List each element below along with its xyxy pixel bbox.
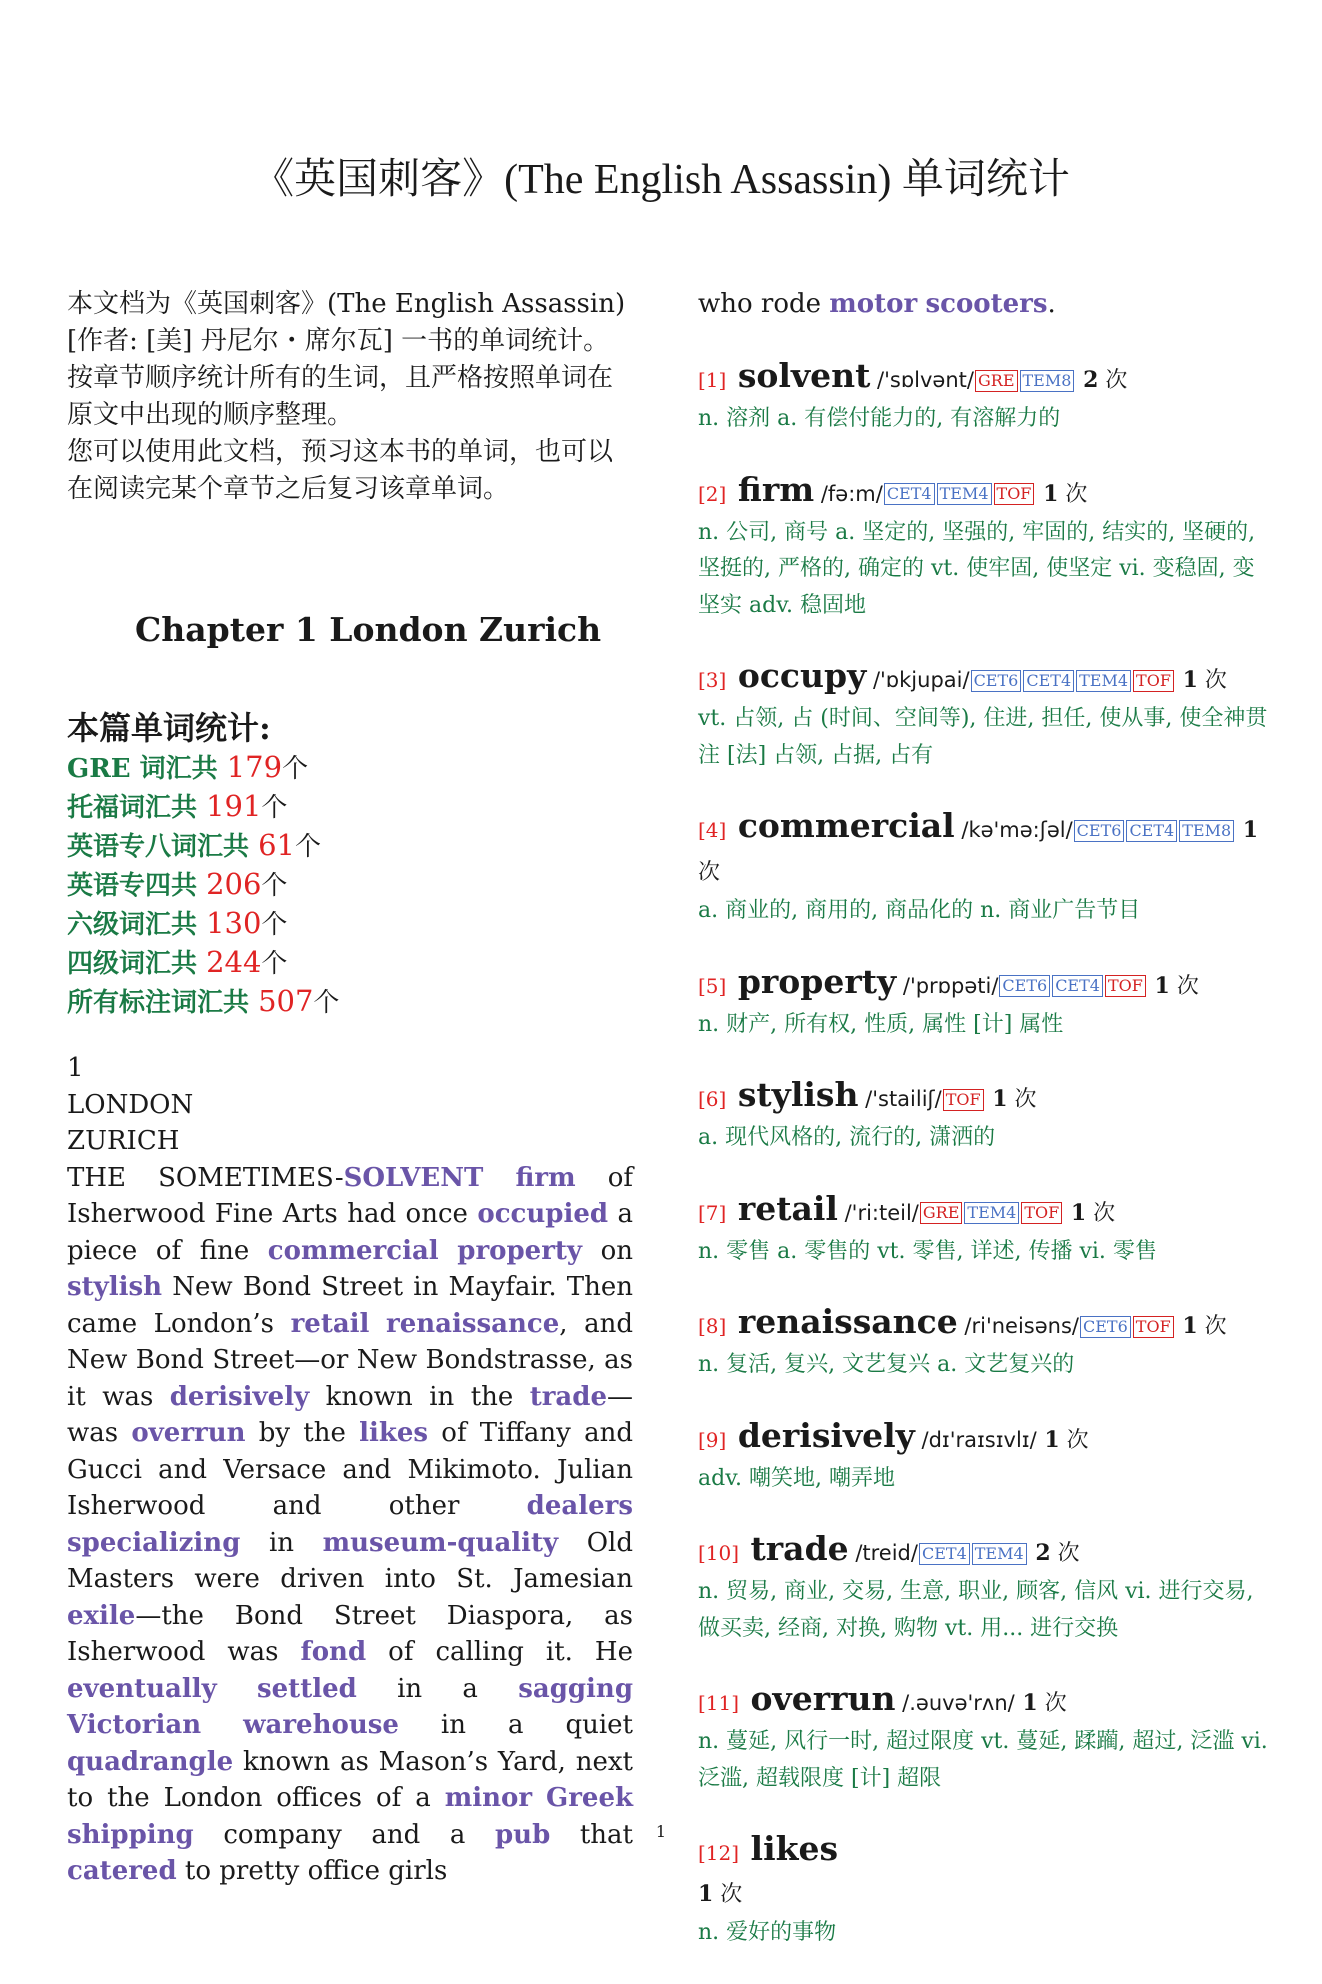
stat-unit: 个 xyxy=(313,988,340,1018)
exam-tag: TOF xyxy=(1133,1316,1174,1338)
stat-count: 507 xyxy=(258,984,314,1018)
exam-tag: TOF xyxy=(1105,975,1146,997)
text-segment: . xyxy=(1047,289,1056,319)
highlighted-word: scooters xyxy=(925,289,1048,319)
text-segment: Old Masters were driven into St. Jamesian xyxy=(67,1527,633,1594)
vocab-entry xyxy=(698,1829,1268,1952)
vocab-entry xyxy=(698,1679,1268,1797)
entry-count-line xyxy=(698,1873,1268,1915)
entry-index: [4] xyxy=(698,818,727,842)
exam-tag: CET4 xyxy=(884,483,935,505)
highlighted-word: stylish xyxy=(67,1272,163,1302)
entry-phonetic: /ri'neisəns/ xyxy=(957,1314,1079,1338)
entry-phonetic: /'sɒlvənt/ xyxy=(870,368,974,392)
exam-tag: GRE xyxy=(975,370,1018,392)
stat-row xyxy=(67,983,633,1022)
entry-phonetic: /kə'mə:ʃəl/ xyxy=(954,818,1073,842)
exam-tag: TOF xyxy=(943,1089,984,1111)
entry-definition: vt. 占领, 占 (时间、空间等), 住进, 担任, 使从事, 使全神贯注 [法] 占领, 占据, 占有 xyxy=(698,706,1268,768)
entry-definition: n. 爱好的事物 xyxy=(698,1920,837,1945)
highlighted-word: catered xyxy=(67,1856,177,1886)
entry-count: 2 xyxy=(1027,1540,1051,1566)
text-segment: company and a xyxy=(193,1819,495,1850)
text-segment: LONDON xyxy=(67,1089,194,1120)
exam-tag: TEM4 xyxy=(937,483,992,505)
stat-row xyxy=(67,749,633,788)
entry-head xyxy=(698,470,1268,515)
vocab-entry xyxy=(698,806,1268,930)
left-column xyxy=(67,286,633,1890)
entry-phonetic: /'stailiʃ/ xyxy=(858,1087,942,1111)
entry-head xyxy=(698,962,1268,1007)
entry-definition: n. 零售 a. 零售的 vt. 零售, 详述, 传播 vi. 零售 xyxy=(698,1238,1157,1264)
intro-line: 按章节顺序统计所有的生词，且严格按照单词在原文中出现的顺序整理。 xyxy=(67,363,614,430)
text-segment: 1 xyxy=(67,1053,84,1083)
stat-unit: 个 xyxy=(282,754,309,784)
entry-phonetic: /'prɒpəti/ xyxy=(896,973,999,998)
entry-count-unit: 次 xyxy=(1050,1541,1080,1566)
stat-count: 244 xyxy=(206,945,262,979)
exam-tag: CET6 xyxy=(999,975,1050,997)
text-segment xyxy=(217,1674,257,1704)
entry-word: property xyxy=(726,961,897,1001)
vocab-entry xyxy=(698,1529,1268,1647)
entry-count-unit: 次 xyxy=(1197,668,1227,693)
chapter-text xyxy=(67,1050,633,1890)
entry-word: overrun xyxy=(739,1679,896,1718)
vocab-entry xyxy=(698,962,1268,1044)
text-segment xyxy=(483,1163,515,1193)
exam-tag: CET6 xyxy=(1080,1316,1131,1338)
highlighted-word: museum-quality xyxy=(322,1527,559,1558)
entry-index: [12] xyxy=(698,1841,740,1865)
highlighted-word: retail xyxy=(290,1308,370,1339)
entry-count: 1 xyxy=(1174,1313,1198,1339)
highlighted-word: dealers xyxy=(526,1491,633,1521)
entry-head xyxy=(698,356,1268,401)
entry-definition: n. 溶剂 a. 有偿付能力的, 有溶解力的 xyxy=(698,406,1061,431)
entry-phonetic: /.əuvə'rʌn/ xyxy=(895,1691,1015,1715)
text-segment: —the Bond Street Diaspora, as Isherwood was xyxy=(67,1600,633,1667)
text-segment: of calling it. He xyxy=(366,1637,633,1667)
highlighted-word: eventually xyxy=(67,1673,217,1704)
entry-word: firm xyxy=(726,469,815,509)
entry-count: 1 xyxy=(1014,1690,1038,1716)
entry-index: [11] xyxy=(698,1691,740,1715)
exam-tag: TEM4 xyxy=(1076,670,1131,692)
entry-phonetic: /treid/ xyxy=(848,1541,918,1565)
entry-index: [8] xyxy=(698,1314,727,1338)
text-segment: who rode xyxy=(698,289,830,319)
highlighted-word: fond xyxy=(300,1637,367,1667)
exam-tag: TOF xyxy=(1021,1202,1062,1224)
entry-count: 1 xyxy=(1146,972,1170,999)
entry-phonetic: /'ri:teil/ xyxy=(837,1200,919,1225)
highlighted-word: occupied xyxy=(477,1199,609,1229)
stat-row xyxy=(67,905,633,944)
entry-count: 1 xyxy=(698,1881,714,1907)
text-segment: in a quiet xyxy=(398,1710,633,1740)
entry-definition: n. 蔓延, 风行一时, 超过限度 vt. 蔓延, 蹂躏, 超过, 泛滥 vi. 泛滥, 超载限度 [计] 超限 xyxy=(698,1729,1268,1791)
text-segment: a piece of fine xyxy=(67,1199,633,1266)
entry-count-unit: 次 xyxy=(1098,368,1128,393)
text-segment: known in the xyxy=(309,1381,530,1412)
highlighted-word: SOLVENT xyxy=(343,1162,484,1193)
entry-word: occupy xyxy=(726,656,867,695)
entry-word: renaissance xyxy=(726,1302,958,1341)
entry-definition: n. 财产, 所有权, 性质, 属性 [计] 属性 xyxy=(698,1011,1064,1037)
entry-count-unit: 次 xyxy=(1058,481,1088,507)
entry-count: 1 xyxy=(984,1086,1008,1112)
text-segment: of Tiffany and Gucci and Versace and Mikimoto. Julian Isherwood and other xyxy=(67,1418,633,1521)
entry-head xyxy=(698,1075,1268,1120)
entry-definition: n. 公司, 商号 a. 坚定的, 坚强的, 牢固的, 结实的, 坚硬的, 坚挺的, 严格的, 确定的 vt. 使牢固, 使坚定 vi. 变稳固, 变坚实 adv. 稳固地 xyxy=(698,519,1256,618)
text-segment: by the xyxy=(245,1418,360,1448)
entry-definition: adv. 嘲笑地, 嘲弄地 xyxy=(698,1465,895,1491)
exam-tag: GRE xyxy=(920,1202,963,1224)
exam-tag: CET4 xyxy=(1052,975,1103,997)
text-segment xyxy=(532,1783,546,1813)
entry-count-unit: 次 xyxy=(1086,1200,1116,1226)
entry-count-unit: 次 xyxy=(1007,1087,1037,1112)
highlighted-word: pub xyxy=(494,1819,551,1850)
page-number: 1 xyxy=(655,1822,667,1841)
highlighted-word: renaissance xyxy=(386,1308,560,1339)
exam-tag: CET6 xyxy=(1074,820,1125,842)
vocab-entry xyxy=(698,1302,1268,1384)
stat-row xyxy=(67,788,633,827)
highlighted-word: exile xyxy=(67,1600,136,1631)
stat-row xyxy=(67,866,633,905)
exam-tag: CET6 xyxy=(971,670,1022,692)
entry-head xyxy=(698,1529,1268,1574)
page-title: 《英国刺客》(The English Assassin) 单词统计 xyxy=(252,157,1070,203)
highlighted-word: Greek xyxy=(546,1783,634,1813)
exam-tag: CET4 xyxy=(1023,670,1074,692)
highlighted-word: Victorian xyxy=(67,1710,202,1740)
entry-head xyxy=(698,806,1268,893)
highlighted-word: minor xyxy=(444,1783,533,1813)
exam-tag: TEM8 xyxy=(1179,820,1234,842)
entry-word: commercial xyxy=(726,806,955,845)
entry-word: solvent xyxy=(726,356,871,395)
highlighted-word: property xyxy=(457,1235,583,1266)
highlighted-word: commercial xyxy=(267,1235,439,1266)
highlighted-word: sagging xyxy=(518,1673,634,1704)
entry-count-unit: 次 xyxy=(1037,1691,1067,1716)
highlighted-word: shipping xyxy=(67,1819,194,1850)
entry-index: [7] xyxy=(698,1200,727,1225)
stat-label: 所有标注词汇共 xyxy=(67,988,259,1018)
highlighted-word: motor xyxy=(829,289,918,319)
text-segment: —was xyxy=(67,1381,633,1448)
stat-unit: 个 xyxy=(261,910,288,940)
stat-count: 61 xyxy=(258,828,295,862)
entry-count-unit: 次 xyxy=(1169,973,1199,999)
text-segment: THE SOMETIMES- xyxy=(67,1162,344,1193)
highlighted-word: firm xyxy=(515,1162,576,1193)
exam-tag: TEM4 xyxy=(972,1543,1027,1565)
exam-tag: CET4 xyxy=(1126,820,1177,842)
entry-count-unit: 次 xyxy=(1059,1427,1089,1453)
highlighted-word: trade xyxy=(529,1381,607,1412)
entry-count-unit: 次 xyxy=(1197,1314,1227,1339)
chapter-text-continued xyxy=(698,286,1268,322)
exam-tag: TEM8 xyxy=(1020,370,1075,392)
stat-row xyxy=(67,827,633,866)
stat-label: 英语专四共 xyxy=(67,871,207,901)
stat-row xyxy=(67,944,633,983)
exam-tag: CET4 xyxy=(919,1543,970,1565)
stat-unit: 个 xyxy=(261,871,288,901)
entry-word: retail xyxy=(726,1188,838,1228)
stat-unit: 个 xyxy=(261,793,288,823)
text-segment xyxy=(369,1309,386,1339)
stat-unit: 个 xyxy=(294,832,321,862)
stat-count: 206 xyxy=(206,867,262,901)
entry-definition: a. 商业的, 商用的, 商品化的 n. 商业广告节目 xyxy=(698,898,1141,923)
stat-label: 托福词汇共 xyxy=(67,793,207,823)
entry-count-unit: 次 xyxy=(698,860,721,885)
stat-count: 179 xyxy=(226,750,283,784)
entry-count: 1 xyxy=(1035,480,1059,507)
entry-count: 2 xyxy=(1075,367,1099,393)
stats-list xyxy=(67,749,633,1022)
text-segment: in xyxy=(240,1527,323,1558)
exam-tag: TEM4 xyxy=(964,1202,1019,1224)
vocab-entry xyxy=(698,1416,1268,1498)
entry-head xyxy=(698,1416,1268,1461)
text-segment: in a xyxy=(356,1673,519,1704)
text-segment xyxy=(439,1236,458,1266)
entry-head xyxy=(698,1302,1268,1347)
text-segment: ZURICH xyxy=(67,1126,180,1156)
entry-head xyxy=(698,656,1268,701)
text-segment: of Isherwood Fine Arts had once xyxy=(67,1162,633,1229)
entry-count: 1 xyxy=(1235,817,1259,843)
entry-count-unit: 次 xyxy=(713,1882,743,1907)
right-column xyxy=(698,286,1268,1984)
entry-count: 1 xyxy=(1174,667,1198,693)
vocab-list xyxy=(698,356,1268,1952)
entry-count: 1 xyxy=(1063,1199,1087,1226)
text-segment: on xyxy=(582,1235,634,1266)
entry-index: [2] xyxy=(698,481,727,506)
vocab-entry xyxy=(698,656,1268,774)
entry-index: [3] xyxy=(698,668,727,692)
intro-line: 本文档为《英国刺客》(The English Assassin)[作者: [美] 丹尼尔・席尔瓦] 一书的单词统计。 xyxy=(67,289,626,356)
highlighted-word: specializing xyxy=(67,1527,241,1558)
vocab-entry xyxy=(698,1189,1268,1271)
highlighted-word: quadrangle xyxy=(67,1746,234,1777)
stats-title: 本篇单词统计: xyxy=(67,709,271,747)
exam-tag: TOF xyxy=(1133,670,1174,692)
entry-index: [1] xyxy=(698,368,727,392)
stat-count: 191 xyxy=(206,789,262,823)
text-segment: that xyxy=(550,1819,633,1850)
highlighted-word: settled xyxy=(257,1673,357,1704)
stat-unit: 个 xyxy=(261,949,288,979)
entry-count: 1 xyxy=(1036,1426,1060,1453)
stat-label: 英语专八词汇共 xyxy=(67,832,259,862)
highlighted-word: warehouse xyxy=(243,1710,399,1740)
stat-label: 四级词汇共 xyxy=(67,949,207,979)
entry-definition: n. 贸易, 商业, 交易, 生意, 职业, 顾客, 信风 vi. 进行交易, 做买卖, 经商, 对换, 购物 vt. 用... 进行交换 xyxy=(698,1579,1254,1641)
text-segment: , and New Bond Street—or New Bondstrasse, as it was xyxy=(67,1308,634,1412)
highlighted-word: derisively xyxy=(169,1381,310,1412)
entry-phonetic: /dɪ'raɪsɪvlɪ/ xyxy=(914,1427,1037,1452)
entry-definition: n. 复活, 复兴, 文艺复兴 a. 文艺复兴的 xyxy=(698,1352,1075,1377)
vocab-entry xyxy=(698,1075,1268,1157)
text-segment: to pretty office girls xyxy=(176,1856,448,1886)
entry-word: stylish xyxy=(726,1075,859,1114)
intro xyxy=(67,286,633,508)
entry-index: [9] xyxy=(698,1427,727,1452)
entry-head xyxy=(698,1189,1268,1234)
entry-head xyxy=(698,1679,1268,1724)
stat-label: GRE 词汇共 xyxy=(67,754,227,784)
text-segment: known as Mason’s Yard, next to the London offices of a xyxy=(67,1746,633,1813)
highlighted-word: likes xyxy=(359,1418,429,1448)
entry-phonetic: /'ɒkjupai/ xyxy=(866,668,970,692)
entry-index: [5] xyxy=(698,973,727,998)
entry-definition: a. 现代风格的, 流行的, 潇洒的 xyxy=(698,1125,996,1150)
text-segment: New Bond Street in Mayfair. Then came London’s xyxy=(67,1272,633,1339)
entry-index: [10] xyxy=(698,1541,740,1565)
entry-word: trade xyxy=(739,1529,849,1568)
vocab-entry xyxy=(698,470,1268,625)
exam-tag: TOF xyxy=(994,483,1035,505)
entry-word: derisively xyxy=(726,1415,915,1455)
highlighted-word: overrun xyxy=(131,1418,246,1448)
stat-count: 130 xyxy=(206,906,262,940)
entry-phonetic: /fə:m/ xyxy=(814,481,883,506)
chapter-title: Chapter 1 London Zurich xyxy=(135,610,602,649)
intro-line: 您可以使用此文档，预习这本书的单词，也可以在阅读完某个章节之后复习该章单词。 xyxy=(67,437,614,504)
stat-label: 六级词汇共 xyxy=(67,910,207,940)
entry-word: likes xyxy=(739,1829,839,1868)
text-segment xyxy=(201,1710,243,1740)
entry-index: [6] xyxy=(698,1087,727,1111)
vocab-entry xyxy=(698,356,1268,438)
